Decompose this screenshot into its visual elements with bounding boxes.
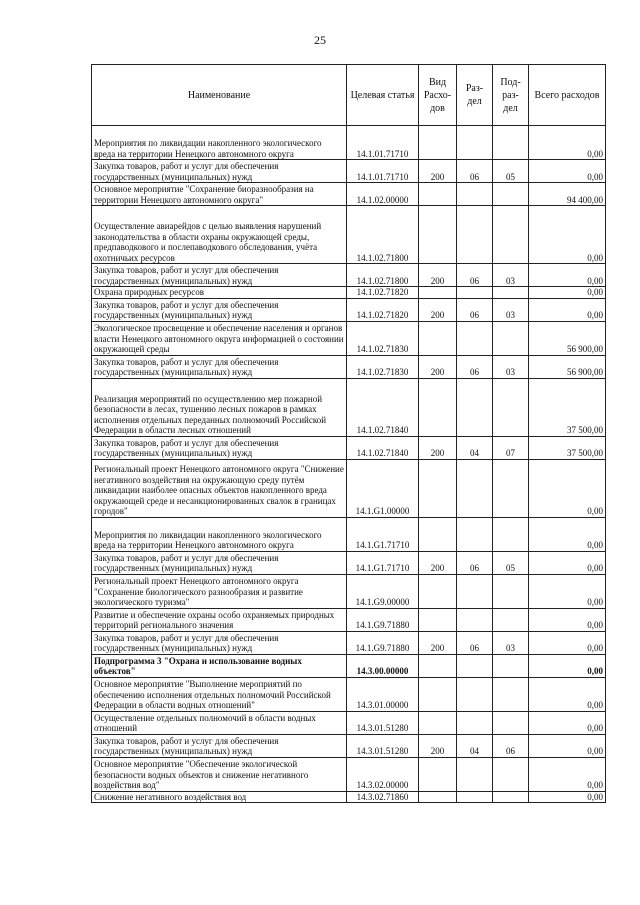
row-amount-cell: 0,00 — [529, 459, 606, 517]
row-section-cell — [457, 378, 493, 436]
row-target-item-cell: 14.3.02.71860 — [347, 791, 419, 803]
row-section-cell: 04 — [457, 734, 493, 757]
row-name-cell: Закупка товаров, работ и услуг для обеспечения государственных (муниципальных) нужд — [92, 160, 347, 183]
row-expense-type-cell — [419, 287, 457, 299]
row-section-cell — [457, 183, 493, 206]
row-target-item-cell: 14.1.02.71820 — [347, 298, 419, 321]
row-target-item-cell: 14.1.01.71710 — [347, 160, 419, 183]
row-subsection-cell — [493, 378, 529, 436]
table-row — [92, 711, 606, 734]
row-subsection-cell: 07 — [493, 436, 529, 459]
row-expense-type-cell — [419, 654, 457, 677]
table-row — [92, 206, 606, 264]
row-target-item-cell: 14.1.G9.71880 — [347, 631, 419, 654]
row-target-item-cell: 14.1.G1.71710 — [347, 551, 419, 574]
row-subsection-cell — [493, 791, 529, 803]
row-amount-cell: 94 400,00 — [529, 183, 606, 206]
row-expense-type-cell: 200 — [419, 298, 457, 321]
row-subsection-cell — [493, 287, 529, 299]
table-row — [92, 378, 606, 436]
row-amount-cell: 0,00 — [529, 551, 606, 574]
row-target-item-cell: 14.3.02.00000 — [347, 757, 419, 791]
row-amount-cell: 0,00 — [529, 631, 606, 654]
row-section-cell — [457, 757, 493, 791]
row-target-item-cell: 14.1.02.71800 — [347, 264, 419, 287]
row-subsection-cell — [493, 459, 529, 517]
row-name-cell: Основное мероприятие "Выполнение мероприятий по обеспечению исполнения отдельных полномочий Российской Федерации в области водных отношений" — [92, 677, 347, 711]
table-header-row — [92, 65, 606, 126]
table-row — [92, 287, 606, 299]
budget-table — [91, 64, 606, 803]
table-row — [92, 654, 606, 677]
row-name-cell: Мероприятия по ликвидации накопленного экологического вреда на территории Ненецкого автономного округа — [92, 126, 347, 160]
row-target-item-cell: 14.1.02.71840 — [347, 378, 419, 436]
row-expense-type-cell — [419, 206, 457, 264]
table-row — [92, 608, 606, 631]
row-subsection-cell — [493, 677, 529, 711]
row-section-cell — [457, 321, 493, 355]
row-section-cell — [457, 517, 493, 551]
row-subsection-cell — [493, 206, 529, 264]
row-section-cell — [457, 711, 493, 734]
row-expense-type-cell — [419, 791, 457, 803]
row-section-cell: 06 — [457, 160, 493, 183]
row-expense-type-cell: 200 — [419, 551, 457, 574]
row-target-item-cell: 14.1.02.71820 — [347, 287, 419, 299]
row-expense-type-cell: 200 — [419, 436, 457, 459]
table-row — [92, 631, 606, 654]
row-expense-type-cell — [419, 459, 457, 517]
row-target-item-cell: 14.1.02.71800 — [347, 206, 419, 264]
table-row — [92, 160, 606, 183]
row-amount-cell: 0,00 — [529, 206, 606, 264]
row-target-item-cell: 14.1.01.71710 — [347, 126, 419, 160]
row-amount-cell: 0,00 — [529, 677, 606, 711]
table-row — [92, 757, 606, 791]
row-section-cell: 04 — [457, 436, 493, 459]
row-subsection-cell: 03 — [493, 355, 529, 378]
row-section-cell: 06 — [457, 551, 493, 574]
row-subsection-cell: 03 — [493, 631, 529, 654]
table-row — [92, 183, 606, 206]
row-expense-type-cell — [419, 608, 457, 631]
table-row — [92, 436, 606, 459]
header-expense-type: Вид Расхо- дов — [419, 65, 457, 126]
row-amount-cell: 37 500,00 — [529, 378, 606, 436]
row-expense-type-cell — [419, 378, 457, 436]
row-subsection-cell: 05 — [493, 551, 529, 574]
row-section-cell — [457, 287, 493, 299]
table-row — [92, 517, 606, 551]
row-subsection-cell — [493, 126, 529, 160]
row-section-cell — [457, 791, 493, 803]
header-section: Раз- дел — [457, 65, 493, 126]
row-name-cell: Закупка товаров, работ и услуг для обеспечения государственных (муниципальных) нужд — [92, 355, 347, 378]
row-amount-cell: 0,00 — [529, 126, 606, 160]
row-subsection-cell: 03 — [493, 264, 529, 287]
row-target-item-cell: 14.1.02.71830 — [347, 355, 419, 378]
row-amount-cell: 56 900,00 — [529, 355, 606, 378]
row-amount-cell: 0,00 — [529, 757, 606, 791]
row-subsection-cell: 06 — [493, 734, 529, 757]
row-amount-cell: 0,00 — [529, 734, 606, 757]
row-name-cell: Закупка товаров, работ и услуг для обеспечения государственных (муниципальных) нужд — [92, 631, 347, 654]
row-section-cell — [457, 608, 493, 631]
row-section-cell: 06 — [457, 355, 493, 378]
table-row — [92, 298, 606, 321]
row-name-cell: Основное мероприятие "Сохранение биоразнообразия на территории Ненецкого автономного округа" — [92, 183, 347, 206]
row-expense-type-cell: 200 — [419, 160, 457, 183]
row-subsection-cell: 05 — [493, 160, 529, 183]
row-name-cell: Снижение негативного воздействия вод — [92, 791, 347, 803]
row-target-item-cell: 14.3.01.00000 — [347, 677, 419, 711]
row-section-cell: 06 — [457, 264, 493, 287]
row-expense-type-cell — [419, 517, 457, 551]
row-amount-cell: 0,00 — [529, 608, 606, 631]
row-name-cell: Мероприятия по ликвидации накопленного экологического вреда на территории Ненецкого автономного округа — [92, 517, 347, 551]
row-expense-type-cell — [419, 183, 457, 206]
row-name-cell: Закупка товаров, работ и услуг для обеспечения государственных (муниципальных) нужд — [92, 298, 347, 321]
row-amount-cell: 0,00 — [529, 654, 606, 677]
row-name-cell: Закупка товаров, работ и услуг для обеспечения государственных (муниципальных) нужд — [92, 436, 347, 459]
table-row — [92, 791, 606, 803]
row-name-cell: Осуществление авиарейдов с целью выявления нарушений законодательства в области охраны окружающей среды, предпаводкового и послепаводкового обследования, учёта охотничьих ресурсов — [92, 206, 347, 264]
header-target-item: Целевая статья — [347, 65, 419, 126]
row-amount-cell: 0,00 — [529, 287, 606, 299]
row-target-item-cell: 14.1.02.00000 — [347, 183, 419, 206]
row-target-item-cell: 14.3.01.51280 — [347, 734, 419, 757]
table-row — [92, 574, 606, 608]
row-section-cell — [457, 654, 493, 677]
row-target-item-cell: 14.1.G9.00000 — [347, 574, 419, 608]
header-total-expenses: Всего расходов — [529, 65, 606, 126]
row-amount-cell: 0,00 — [529, 574, 606, 608]
row-expense-type-cell — [419, 677, 457, 711]
row-section-cell — [457, 206, 493, 264]
row-subsection-cell — [493, 757, 529, 791]
row-amount-cell: 0,00 — [529, 791, 606, 803]
row-subsection-cell — [493, 654, 529, 677]
row-subsection-cell: 03 — [493, 298, 529, 321]
row-expense-type-cell — [419, 574, 457, 608]
row-expense-type-cell — [419, 126, 457, 160]
table-row — [92, 355, 606, 378]
row-expense-type-cell: 200 — [419, 734, 457, 757]
header-subsection: Под- раз- дел — [493, 65, 529, 126]
table-row — [92, 321, 606, 355]
row-target-item-cell: 14.1.G1.00000 — [347, 459, 419, 517]
row-subsection-cell — [493, 321, 529, 355]
row-subsection-cell — [493, 517, 529, 551]
table-row — [92, 677, 606, 711]
table-row — [92, 264, 606, 287]
row-subsection-cell — [493, 183, 529, 206]
row-target-item-cell: 14.1.G9.71880 — [347, 608, 419, 631]
row-amount-cell: 0,00 — [529, 264, 606, 287]
row-name-cell: Подпрограмма 3 "Охрана и использование водных объектов" — [92, 654, 347, 677]
table-row — [92, 459, 606, 517]
row-target-item-cell: 14.3.01.51280 — [347, 711, 419, 734]
row-name-cell: Реализация мероприятий по осуществлению мер пожарной безопасности в лесах, тушению лесных пожаров в рамках исполнения отдельных переданных полномочий Российской Федерации в области лесных отношений — [92, 378, 347, 436]
table-row — [92, 734, 606, 757]
row-expense-type-cell: 200 — [419, 264, 457, 287]
row-target-item-cell: 14.1.G1.71710 — [347, 517, 419, 551]
row-expense-type-cell — [419, 321, 457, 355]
row-name-cell: Закупка товаров, работ и услуг для обеспечения государственных (муниципальных) нужд — [92, 551, 347, 574]
row-amount-cell: 56 900,00 — [529, 321, 606, 355]
row-target-item-cell: 14.1.02.71840 — [347, 436, 419, 459]
row-target-item-cell: 14.1.02.71830 — [347, 321, 419, 355]
row-target-item-cell: 14.3.00.00000 — [347, 654, 419, 677]
header-name: Наименование — [92, 65, 347, 126]
row-section-cell: 06 — [457, 631, 493, 654]
row-section-cell — [457, 459, 493, 517]
table-row — [92, 126, 606, 160]
row-name-cell: Осуществление отдельных полномочий в области водных отношений — [92, 711, 347, 734]
row-name-cell: Закупка товаров, работ и услуг для обеспечения государственных (муниципальных) нужд — [92, 734, 347, 757]
row-amount-cell: 0,00 — [529, 160, 606, 183]
row-expense-type-cell — [419, 711, 457, 734]
row-amount-cell: 37 500,00 — [529, 436, 606, 459]
row-subsection-cell — [493, 711, 529, 734]
page-number: 25 — [314, 33, 326, 47]
row-expense-type-cell: 200 — [419, 355, 457, 378]
row-section-cell — [457, 126, 493, 160]
row-subsection-cell — [493, 608, 529, 631]
row-expense-type-cell — [419, 757, 457, 791]
row-name-cell: Основное мероприятие "Обеспечение экологической безопасности водных объектов и снижение негативного воздействия вод" — [92, 757, 347, 791]
row-name-cell: Экологическое просвещение и обеспечение населения и органов власти Ненецкого автономного округа информацией о состоянии окружающей среды — [92, 321, 347, 355]
row-amount-cell: 0,00 — [529, 517, 606, 551]
row-name-cell: Охрана природных ресурсов — [92, 287, 347, 299]
row-amount-cell: 0,00 — [529, 711, 606, 734]
row-section-cell: 06 — [457, 298, 493, 321]
row-name-cell: Закупка товаров, работ и услуг для обеспечения государственных (муниципальных) нужд — [92, 264, 347, 287]
row-name-cell: Региональный проект Ненецкого автономного округа "Снижение негативного воздействия на окружающую среду путём ликвидации наиболее опасных объектов накопленного вреда окружающей среде и несанкционированных свалок в границах городов" — [92, 459, 347, 517]
row-amount-cell: 0,00 — [529, 298, 606, 321]
row-name-cell: Региональный проект Ненецкого автономного округа "Сохранение биологического разнообразия и развитие экологического туризма" — [92, 574, 347, 608]
row-section-cell — [457, 574, 493, 608]
row-subsection-cell — [493, 574, 529, 608]
table-row — [92, 551, 606, 574]
row-section-cell — [457, 677, 493, 711]
row-expense-type-cell: 200 — [419, 631, 457, 654]
row-name-cell: Развитие и обеспечение охраны особо охраняемых природных территорий регионального значения — [92, 608, 347, 631]
